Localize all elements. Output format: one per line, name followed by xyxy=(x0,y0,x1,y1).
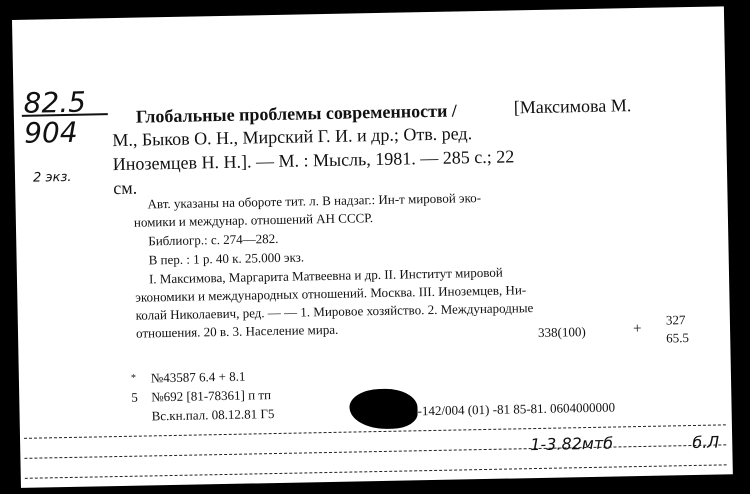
handwritten-short: б.Л xyxy=(692,432,720,453)
note-price-run: В пер. : 1 р. 40 к. 25.000 экз. xyxy=(148,249,305,268)
call-number-top: 82.5 xyxy=(23,85,87,120)
entry-authors-4: см. xyxy=(113,177,138,199)
footer-line-2: №692 [81-78361] п тп xyxy=(151,387,272,405)
catalog-card xyxy=(12,6,733,488)
dashed-rule-2 xyxy=(24,444,726,458)
note-bibliography: Библиогр.: с. 274—282. xyxy=(148,230,279,249)
class-number-c: 65.5 xyxy=(666,330,690,346)
call-number-bottom: 904 xyxy=(23,115,78,150)
entry-authors-2: М., Быков О. Н., Мирский Г. И. и др.; Отв. ред. xyxy=(112,123,473,151)
note-subjects-1: I. Максимова, Маргарита Матвеевна и др. II. Институт мировой xyxy=(148,264,503,287)
note-subjects-2: экономики и международных отношений. Москва. III. Иноземцев, Ни- xyxy=(135,282,527,305)
note-author-source: Авт. указаны на обороте тит. л. В надзаг.: Ин-т мировой эко- xyxy=(147,190,482,212)
note-author-source-cont: номики и междунар. отношений АН СССР. xyxy=(133,210,374,230)
note-subjects-4: отношения. 20 в. 3. Население мира. xyxy=(135,321,339,341)
entry-title: Глобальные проблемы современности / xyxy=(135,100,458,127)
dashed-rule-3 xyxy=(25,464,727,478)
class-number-b: 327 xyxy=(665,312,686,328)
footer-line-1: №43587 6.4 + 8.1 xyxy=(150,368,246,386)
class-number-plus: + xyxy=(632,320,642,338)
footer-line-3b: -142/004 (01) -81 85-81. 0604000000 xyxy=(417,399,616,419)
ink-blot xyxy=(349,388,418,429)
class-number-a: 338(100) xyxy=(537,324,586,340)
entry-authors-3: Иноземцев Н. Н.]. — М. : Мысль, 1981. — 285 с.; 22 xyxy=(112,146,515,175)
footer-line-3a: Вс.кн.пал. 08.12.81 Г5 xyxy=(151,406,275,424)
copies-note: 2 экз. xyxy=(32,169,72,186)
note-subjects-3: колай Николаевич, ред. — — 1. Мировое хозяйство. 2. Международные xyxy=(135,300,534,323)
footer-mark-2: 5 xyxy=(131,389,138,405)
entry-authors-1: [Максимова М. xyxy=(513,95,632,118)
handwritten-code: 1-3.82мтб xyxy=(530,433,614,455)
footer-mark-1: * xyxy=(130,372,137,384)
